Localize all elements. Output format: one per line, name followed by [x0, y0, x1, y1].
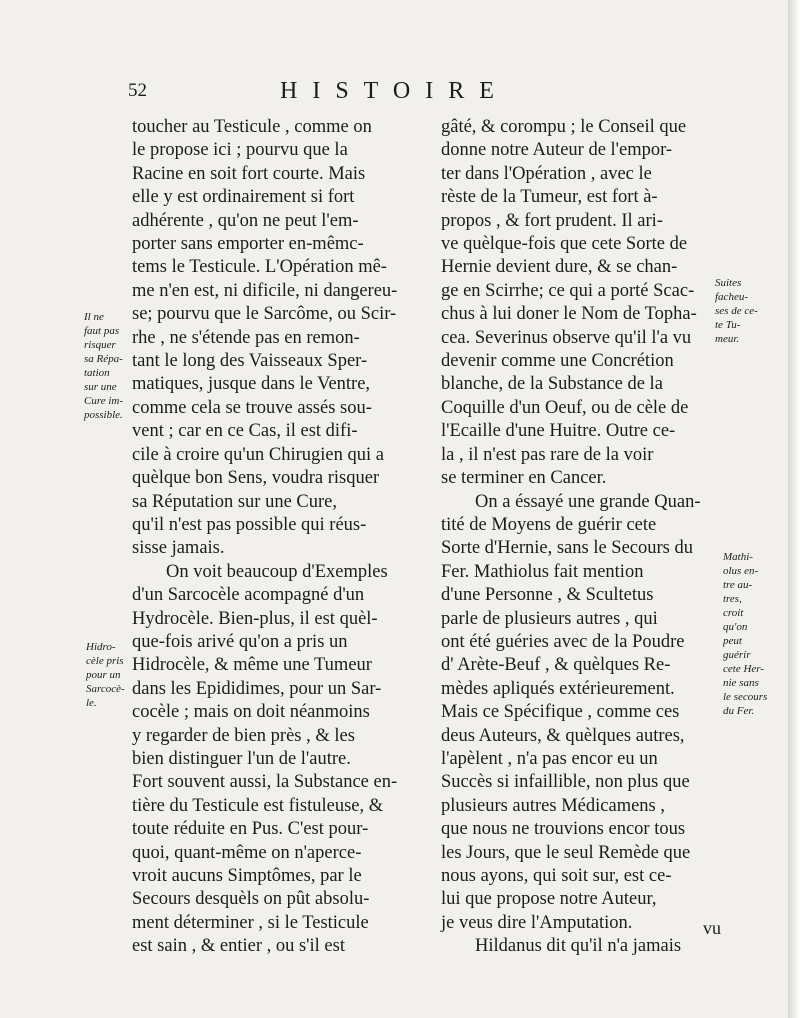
text-line: d'un Sarcocèle acompagné d'un [132, 585, 365, 606]
note-line: le secours [723, 691, 768, 703]
text-line: me n'en est, ni dificile, ni dangereu- [132, 280, 398, 301]
note-line: cete Her- [723, 663, 765, 675]
catchword: vu [703, 918, 721, 938]
text-line: Hildanus dit qu'il n'a jamais [475, 936, 682, 957]
text-line: sisse jamais. [132, 538, 225, 559]
text-line: toute réduite en Pus. C'est pour- [132, 819, 369, 840]
note-line: cèle pris [86, 655, 124, 667]
text-line: sa Réputation sur une Cure, [132, 491, 337, 512]
note-line: Hidro- [86, 641, 116, 653]
text-line: nous ayons, qui soit sur, est ce- [441, 866, 672, 886]
note-line: guérir [723, 649, 751, 661]
text-line: deus Auteurs, & quèlques autres, [441, 725, 685, 746]
text-line: ment déterminer , si le Testicule [132, 912, 369, 933]
note-line: Cure im- [84, 395, 124, 407]
text-line: quèlque bon Sens, voudra risquer [132, 468, 380, 489]
text-line: vroit aucuns Simptômes, par le [132, 866, 362, 886]
text-line: On voit beaucoup d'Exemples [166, 561, 388, 582]
text-line: ve quèlque-fois que cete Sorte de [441, 234, 688, 255]
text-line: cea. Severinus observe qu'il l'a vu [441, 327, 692, 348]
text-line: quoi, quant-même on n'aperce- [132, 842, 362, 863]
text-line: Coquille d'un Oeuf, ou de cèle de [441, 397, 689, 418]
note-line: faut pas [84, 325, 120, 337]
text-line: dans les Epididimes, pour un Sar- [132, 678, 382, 699]
note-line: facheu- [715, 291, 748, 303]
text-line: donne notre Auteur de l'empor- [441, 140, 673, 161]
text-line: les Jours, que le seul Remède que [441, 842, 691, 863]
text-line: chus à lui doner le Nom de Topha- [441, 304, 697, 325]
margin-note-mathiolus [723, 550, 767, 718]
text-line: adhérente , qu'on ne peut l'em- [132, 210, 359, 231]
text-line: bien distinguer l'un de l'autre. [132, 748, 351, 769]
text-line: gâté, & corompu ; le Conseil que [441, 117, 687, 137]
note-line: Mathi- [723, 551, 753, 563]
text-line: cocèle ; mais on doit néanmoins [132, 702, 370, 723]
text-line: porter sans emporter en-mêmc- [132, 234, 364, 255]
note-line: peut [723, 635, 742, 647]
note-line: sur une [84, 381, 117, 393]
text-line: est sain , & entier , ou s'il est [132, 936, 345, 957]
text-line: rèste de la Tumeur, est fort à- [441, 187, 658, 208]
text-line: y regarder de bien près , & les [132, 725, 355, 746]
note-line: Sarcocè- [86, 683, 125, 695]
text-line: l'Ecaille d'une Huitre. Outre ce- [441, 421, 676, 442]
note-line: olus en- [723, 565, 759, 577]
left-text-column [132, 116, 422, 959]
text-line: cile à croire qu'un Chirugien qui a [132, 444, 384, 465]
text-line: devenir comme une Concrétion [441, 351, 674, 372]
note-line: sa Répa- [84, 353, 123, 365]
note-line: nie sans [723, 677, 759, 689]
note-line: pour un [86, 669, 121, 681]
text-line: ter dans l'Opération , avec le [441, 163, 652, 184]
text-line: d' Arète-Beuf , & quèlques Re- [441, 655, 671, 676]
note-line: te Tu- [715, 319, 741, 331]
margin-note-risk [84, 310, 123, 422]
text-line: Secours desquèls on pût absolu- [132, 889, 370, 910]
text-line: plusieurs autres Médicamens , [441, 795, 665, 816]
text-line: blanche, de la Substance de la [441, 374, 663, 395]
text-line: elle y est ordinairement si fort [132, 187, 355, 208]
page-edge [788, 0, 800, 1018]
note-line: meur. [715, 333, 740, 345]
note-line: ses de ce- [715, 305, 758, 317]
note-line: du Fer. [723, 705, 755, 717]
note-line: tres, [723, 593, 742, 605]
note-line: risquer [84, 339, 116, 351]
note-line: le. [86, 697, 97, 709]
text-line: lui que propose notre Auteur, [441, 889, 657, 910]
note-line: Suites [715, 277, 742, 289]
text-line: ge en Scirrhe; ce qui a porté Scac- [441, 280, 695, 301]
note-line: croit [723, 607, 744, 619]
text-line: l'apèlent , n'a pas encor eu un [441, 748, 658, 769]
note-line: possible. [84, 409, 123, 421]
text-line: ont été guéries avec de la Poudre [441, 631, 685, 652]
text-line: mèdes apliqués extérieurement. [441, 678, 675, 699]
text-line: On a éssayé une grande Quan- [475, 491, 701, 512]
text-line: vent ; car en ce Cas, il est difi- [132, 421, 358, 442]
note-line: tation [84, 367, 110, 379]
note-line: Il ne [84, 311, 104, 323]
text-line: Fort souvent aussi, la Substance en- [132, 772, 398, 793]
text-line: d'une Personne , & Scultetus [441, 585, 654, 606]
text-line: matiques, jusque dans le Ventre, [132, 374, 371, 395]
running-head: HISTOIRE [280, 78, 509, 104]
text-line: le propose ici ; pourvu que la [132, 140, 348, 161]
text-line: Racine en soit fort courte. Mais [132, 163, 366, 184]
text-line: tant le long des Vaisseaux Sper- [132, 351, 368, 372]
text-line: Hydrocèle. Bien-plus, il est quèl- [132, 608, 378, 629]
text-line: Fer. Mathiolus fait mention [441, 561, 644, 582]
text-line: se terminer en Cancer. [441, 468, 607, 489]
page-number: 52 [128, 80, 147, 101]
text-line: je veus dire l'Amputation. [441, 912, 633, 933]
text-line: Hidrocèle, & même une Tumeur [132, 655, 372, 676]
text-line: toucher au Testicule , comme on [132, 117, 372, 137]
text-line: que nous ne trouvions encor tous [441, 819, 686, 840]
text-line: que-fois arivé qu'on a pris un [132, 631, 348, 652]
text-line: Succès si infaillible, non plus que [441, 772, 690, 793]
text-line: tière du Testicule est fistuleuse, & [132, 795, 384, 816]
note-line: tre au- [723, 579, 753, 591]
text-line: la , il n'est pas rare de la voir [441, 444, 654, 465]
text-line: propos , & fort prudent. Il ari- [441, 210, 663, 231]
text-line: tité de Moyens de guérir cete [441, 514, 657, 535]
text-line: Hernie devient dure, & se chan- [441, 257, 678, 278]
note-line: qu'on [723, 621, 748, 633]
text-line: comme cela se trouve assés sou- [132, 397, 372, 418]
text-line: se; pourvu que le Sarcôme, ou Scir- [132, 304, 397, 325]
text-line: qu'il n'est pas possible qui réus- [132, 514, 367, 535]
margin-note-suites [715, 276, 758, 346]
text-line: Mais ce Spécifique , comme ces [441, 702, 680, 723]
text-line: rhe , ne s'étende pas en remon- [132, 327, 360, 348]
text-line: tems le Testicule. L'Opération mê- [132, 257, 387, 278]
margin-note-hidrocele [86, 640, 125, 710]
text-line: Sorte d'Hernie, sans le Secours du [441, 538, 693, 559]
text-line: parle de plusieurs autres , qui [441, 608, 658, 629]
right-text-column [441, 116, 731, 959]
